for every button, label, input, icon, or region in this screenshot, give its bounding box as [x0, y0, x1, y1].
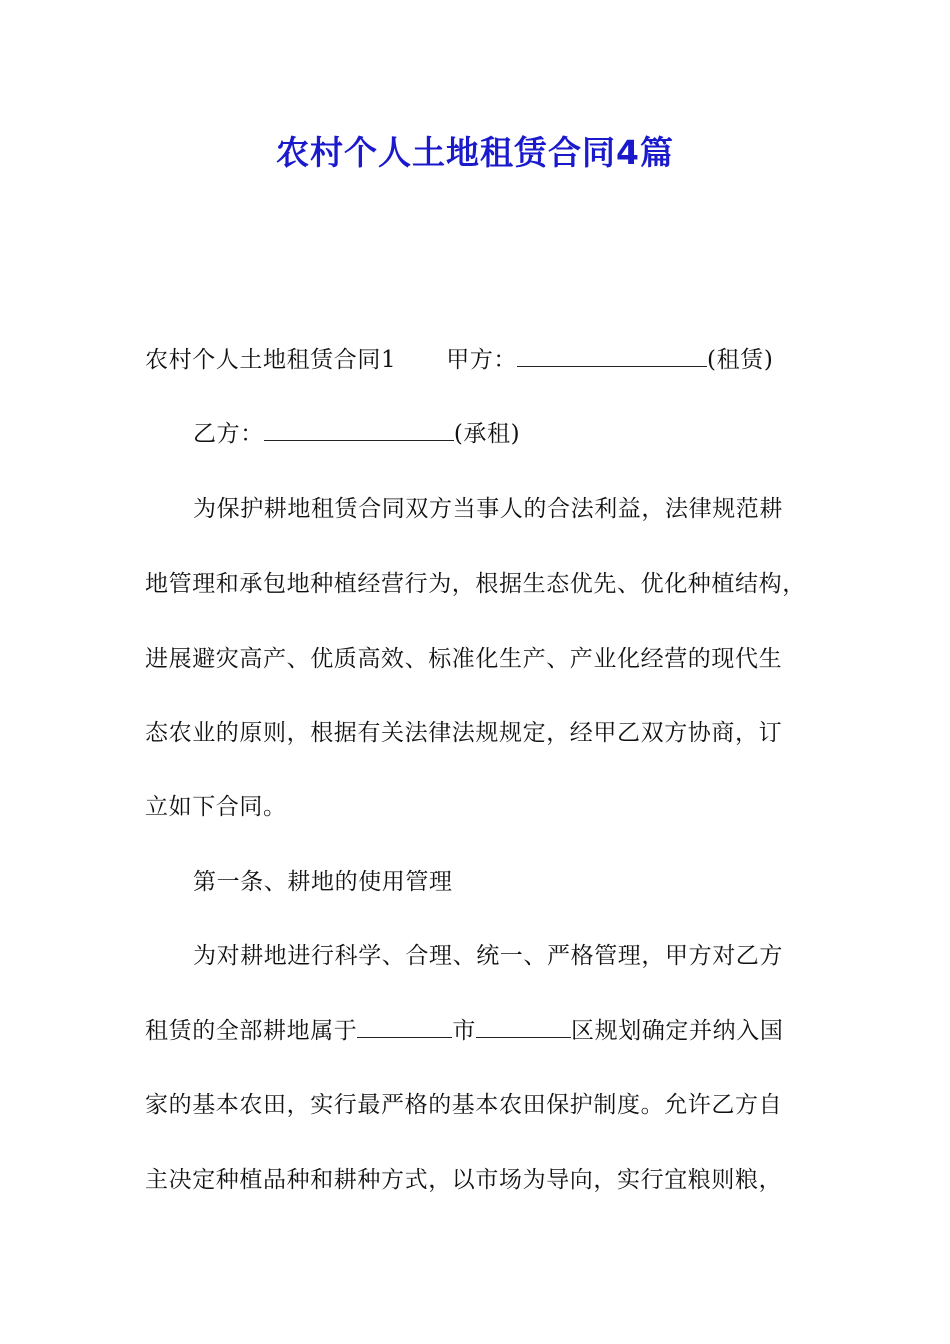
party-b-role: (承租) [453, 421, 521, 447]
article-line-part: 租赁的全部耕地属于 [145, 1018, 358, 1044]
party-b-blank [264, 416, 454, 441]
document-title: 农村个人土地租赁合同4篇 [276, 133, 674, 172]
party-b-line [193, 414, 520, 454]
party-a-label: 甲方： [446, 347, 518, 373]
contract-heading: 农村个人土地租赁合同1 [145, 347, 397, 373]
article-heading: 第一条、耕地的使用管理 [193, 869, 453, 895]
party-b-label: 乙方： [193, 421, 264, 447]
article-line: 主决定种植品种和耕种方式，以市场为导向，实行宜粮则粮， [145, 1167, 783, 1193]
party-a-blank [517, 342, 707, 367]
district-blank [476, 1013, 571, 1038]
intro-line: 为保护耕地租赁合同双方当事人的合法利益，法律规范耕 [193, 496, 783, 522]
party-a-line [145, 340, 773, 380]
article-line-blanks [145, 1011, 783, 1051]
party-a-role: (租赁) [707, 347, 774, 373]
intro-line: 态农业的原则，根据有关法律法规规定，经甲乙双方协商，订 [145, 720, 783, 746]
article-line: 为对耕地进行科学、合理、统一、严格管理，甲方对乙方 [193, 943, 783, 969]
intro-line: 进展避灾高产、优质高效、标准化生产、产业化经营的现代生 [145, 646, 783, 672]
intro-line: 地管理和承包地种植经营行为，根据生态优先、优化种植结构， [145, 571, 806, 597]
article-line-part: 市 [452, 1018, 477, 1044]
city-blank [357, 1013, 452, 1038]
article-line: 家的基本农田，实行最严格的基本农田保护制度。允许乙方自 [145, 1092, 783, 1118]
intro-line: 立如下合同。 [145, 794, 287, 820]
article-line-part: 区规划确定并纳入国 [571, 1018, 784, 1044]
